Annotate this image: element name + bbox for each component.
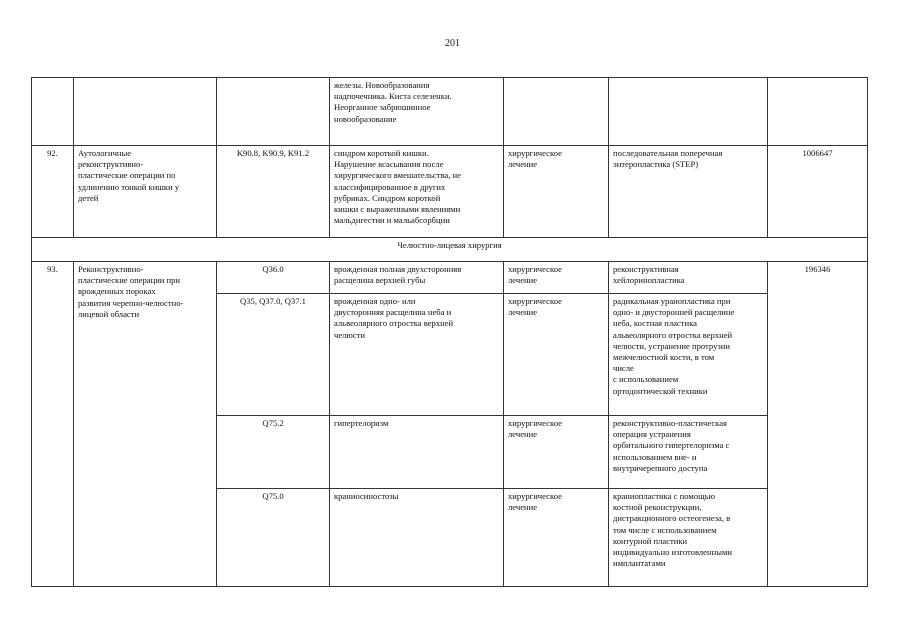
cell-text-line: лечение — [508, 159, 538, 170]
cell-text-line: челюсти, устранение протрузии — [613, 340, 730, 351]
cell-text-line: синдром короткой кишки. — [334, 148, 429, 158]
cell-text-line: железы. Новообразования — [334, 80, 430, 90]
table-row-93 — [32, 262, 868, 294]
cell-icd-codes: Q36.0 — [217, 262, 330, 294]
cell-text-line: альвеолярного отростка верхней — [613, 329, 733, 340]
cell-text-line: радикальная уранопластика при — [613, 296, 731, 306]
cell-text-line: новообразование — [334, 113, 397, 124]
cell-price-empty — [768, 78, 868, 146]
cell-icd-codes: K90.8, K90.9, K91.2 — [217, 146, 330, 238]
cell-text-line: краниопластика с помощью — [613, 491, 716, 501]
cell-text-line: хирургического вмешательства, не — [334, 170, 461, 181]
cell-text-line: детей — [78, 192, 99, 203]
cell-text-line: реконструктивная — [613, 264, 679, 274]
cell-text-line: костной реконструкции, — [613, 502, 702, 513]
cell-method — [609, 416, 768, 489]
cell-text-line: пластические операции по — [78, 170, 176, 181]
cell-text-line: врожденная одно- или — [334, 296, 416, 306]
cell-icd-codes: Q35, Q37.0, Q37.1 — [217, 294, 330, 416]
cell-text-line: врожденная полная двухсторонняя — [334, 264, 462, 274]
cell-diagnosis — [330, 416, 504, 489]
cell-text-line: использованием вне- и — [613, 451, 697, 462]
cell-treatment — [504, 262, 609, 294]
cell-text-line: контурной пластики — [613, 535, 688, 546]
cell-text-line: рубриках. Синдром короткой — [334, 192, 441, 203]
cell-text-line: том числе с использованием — [613, 524, 717, 535]
cell-diagnosis — [330, 262, 504, 294]
table-row-92 — [32, 146, 868, 238]
cell-treatment — [504, 416, 609, 489]
cell-text-line: неба, костная пластика — [613, 318, 697, 329]
table-section-row — [32, 238, 868, 262]
cell-text-line: врожденных пороках — [78, 286, 156, 297]
cell-text-line: хейлоринопластика — [613, 275, 685, 286]
cell-text-line: энтеропластика (STEP) — [613, 159, 699, 170]
cell-text-line: расщелина верхней губы — [334, 275, 426, 286]
cell-text-line: последовательная поперечная — [613, 148, 723, 158]
cell-text-line: имплантатами — [613, 558, 666, 569]
cell-text-line: внутричерепного доступа — [613, 462, 708, 473]
cell-diagnosis — [330, 78, 504, 146]
cell-text-line: лицевой области — [78, 308, 140, 319]
cell-text-line: хирургическое — [508, 418, 562, 428]
cell-care-type — [74, 146, 217, 238]
cell-text-line: межчелюстной кости, в том — [613, 352, 715, 363]
cell-treatment-empty — [504, 78, 609, 146]
cell-method-empty — [609, 78, 768, 146]
cell-text-line: мальдигестии и мальабсорбции — [334, 215, 450, 226]
cell-text-line: операция устранения — [613, 429, 691, 440]
cell-text-line: гипертелоризм — [334, 418, 389, 428]
cell-text-line: числе — [613, 363, 634, 374]
cell-text-line: альвеолярного отростка верхней — [334, 318, 454, 329]
cell-care-type — [74, 262, 217, 587]
cell-text-line: двусторонняя расщелина неба и — [334, 307, 452, 318]
cell-icd-codes: Q75.0 — [217, 489, 330, 587]
cell-icd-codes: Q75.2 — [217, 416, 330, 489]
table-row-continuation — [32, 78, 868, 146]
cell-text-line: Реконструктивно- — [78, 264, 144, 274]
cell-text-line: дистракционного остеогенеза, в — [613, 513, 731, 524]
cell-text-line: удлинению тонкой кишки у — [78, 181, 180, 192]
cell-text-line: хирургическое — [508, 148, 562, 158]
cell-method — [609, 262, 768, 294]
cell-treatment — [504, 489, 609, 587]
cell-text-line: кишки с выраженными явлениями — [334, 204, 461, 215]
cell-text-line: индивидуально изготовленными — [613, 547, 733, 558]
cell-text-line: надпочечника. Киста селезенки. — [334, 91, 452, 102]
cell-text-line: пластические операции при — [78, 275, 181, 286]
cell-text-line: лечение — [508, 307, 538, 318]
cell-method — [609, 146, 768, 238]
cell-text-line: хирургическое — [508, 296, 562, 306]
cell-text-line: краниосиностозы — [334, 491, 399, 501]
page-number: 201 — [445, 38, 460, 49]
cell-text-line: Неорганное забрюшинное — [334, 102, 431, 113]
cell-text-line: одно- и двусторонней расщелине — [613, 307, 735, 318]
cell-text-line: Аутологичные — [78, 148, 132, 158]
cell-text-line: лечение — [508, 275, 538, 286]
cell-treatment — [504, 294, 609, 416]
cell-price: 196346 — [768, 262, 868, 587]
cell-row-number: 92. — [32, 146, 74, 238]
cell-text-line: реконструктивно- — [78, 159, 144, 170]
cell-diagnosis — [330, 146, 504, 238]
cell-text-line: хирургическое — [508, 264, 562, 274]
cell-text-line: ортодонтической техники — [613, 385, 708, 396]
cell-text-line: Нарушение всасывания после — [334, 159, 444, 170]
cell-price: 1006647 — [768, 146, 868, 238]
cell-codes-empty — [217, 78, 330, 146]
cell-num-empty — [32, 78, 74, 146]
section-title: Челюстно-лицевая хирургия — [32, 238, 868, 262]
cell-text-line: хирургическое — [508, 491, 562, 501]
medical-care-table — [31, 77, 868, 587]
cell-text-line: лечение — [508, 502, 538, 513]
cell-row-number: 93. — [32, 262, 74, 587]
cell-text-line: с использованием — [613, 374, 679, 385]
cell-diagnosis — [330, 489, 504, 587]
cell-method — [609, 294, 768, 416]
cell-diagnosis — [330, 294, 504, 416]
cell-text-line: классифицированное в других — [334, 181, 446, 192]
cell-text-line: развития черепно-челюстно- — [78, 297, 184, 308]
cell-text-line: челюсти — [334, 329, 366, 340]
cell-text-line: лечение — [508, 429, 538, 440]
cell-name-empty — [74, 78, 217, 146]
cell-text-line: орбитального гипертелоризма с — [613, 440, 730, 451]
cell-treatment — [504, 146, 609, 238]
cell-method — [609, 489, 768, 587]
cell-text-line: реконструктивно-пластическая — [613, 418, 727, 428]
